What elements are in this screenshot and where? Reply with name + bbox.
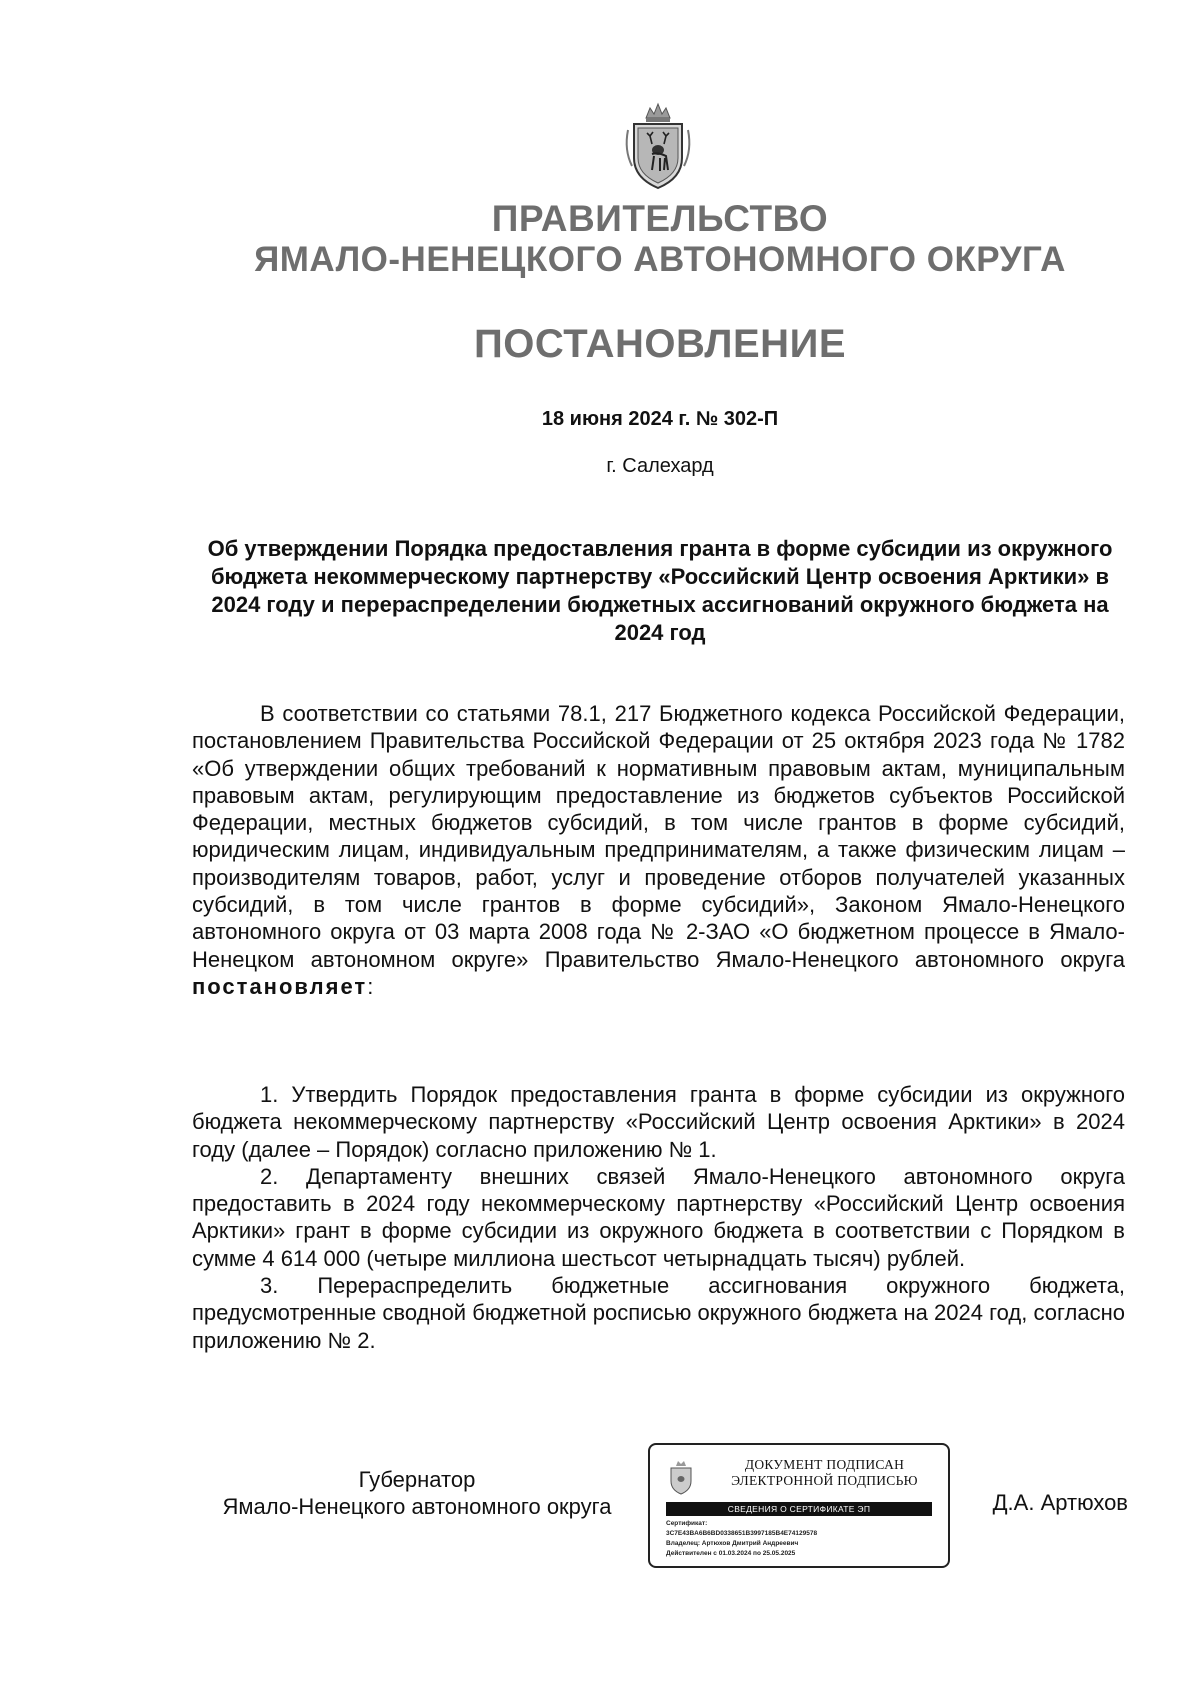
stamp-emblem-icon (668, 1459, 694, 1495)
decree-word: постановляет (192, 973, 368, 999)
stamp-certificate-bar: СВЕДЕНИЯ О СЕРТИФИКАТЕ ЭП (666, 1502, 932, 1516)
government-title-line2: ЯМАЛО-НЕНЕЦКОГО АВТОНОМНОГО ОКРУГА (254, 240, 1066, 279)
government-title-line1: ПРАВИТЕЛЬСТВО (491, 198, 829, 239)
stamp-cert-value: 3C7E43BA6B6BD0338651B3997185B4E74129578 (666, 1530, 818, 1537)
document-type: ПОСТАНОВЛЕНИЕ (473, 322, 846, 366)
signatory-position-line1: Губернатор (358, 1467, 476, 1492)
resolution-item-3: 3. Перераспределить бюджетные ассигнования окружного бюджета, предусмотренные сводной бюджетной росписью окружного бюджета на 2024 год, согласно приложению № 2. (192, 1273, 1125, 1353)
electronic-signature-stamp (648, 1443, 950, 1568)
signatory-position-line2: Ямало-Ненецкого автономного округа (222, 1494, 612, 1519)
resolution-items (192, 1081, 1125, 1354)
stamp-owner: Владелец: Артюхов Дмитрий Андреевич (666, 1540, 799, 1547)
document-date-number: 18 июня 2024 г. № 302-П (541, 408, 779, 430)
document-city: г. Салехард (606, 455, 714, 477)
stamp-validity: Действителен с 01.03.2024 по 25.05.2025 (666, 1550, 796, 1557)
stamp-details (666, 1519, 936, 1559)
stamp-heading-line1: ДОКУМЕНТ ПОДПИСАН (744, 1457, 905, 1472)
signatory-name: Д.А. Артюхов (992, 1490, 1128, 1515)
stamp-cert-label: Сертификат: (666, 1520, 708, 1527)
resolution-item-1: 1. Утвердить Порядок предоставления гранта в форме субсидии из окружного бюджета некоммерческому партнерству «Российский Центр освоения Арктики» в 2024 году (далее – Порядок) согласно приложению № 1. (192, 1082, 1125, 1162)
decree-colon: : (367, 973, 374, 999)
preamble-text: В соответствии со статьями 78.1, 217 Бюджетного кодекса Российской Федерации, постановлением Правительства Российской Федерации от 25 октября 2023 года № 1782 «Об утверждении общих требований к нормативным правовым актам, муниципальным правовым актам, регулирующим предоставление из бюджетов субъектов Российской Федерации, местных бюджетов субсидий, в том числе грантов в форме субсидий, юридическим лицам, индивидуальным предпринимателям, а также физическим лицам – производителям товаров, работ, услуг и проведение отборов получателей указанных субсидий, в том числе грантов в форме субсидий», Законом Ямало-Ненецкого автономного округа от 03 марта 2008 года № 2-ЗАО «О бюджетном процессе в Ямало-Ненецком автономном округе» Правительство Ямало-Ненецкого автономного округа (192, 701, 1125, 972)
resolution-item-2: 2. Департаменту внешних связей Ямало-Ненецкого автономного округа предоставить в 2024 году некоммерческому партнерству «Российский Центр освоения Арктики» грант в форме субсидии из окружного бюджета в соответствии с Порядком в сумме 4 614 000 (четыре миллиона шестьсот четырнадцать тысяч) рублей. (192, 1163, 1125, 1271)
document-subject: Об утверждении Порядка предоставления гранта в форме субсидии из окружного бюджета некоммерческому партнерству «Российский Центр освоения Арктики» в 2024 году и перераспределении бюджетных ассигнований окружного бюджета на 2024 год (207, 536, 1113, 645)
coat-of-arms-emblem (622, 100, 694, 192)
stamp-heading-line2: ЭЛЕКТРОННОЙ ПОДПИСЬЮ (731, 1473, 918, 1488)
stamp-heading (712, 1457, 937, 1489)
preamble-paragraph (192, 700, 1125, 1000)
signatory-position (192, 1466, 642, 1520)
